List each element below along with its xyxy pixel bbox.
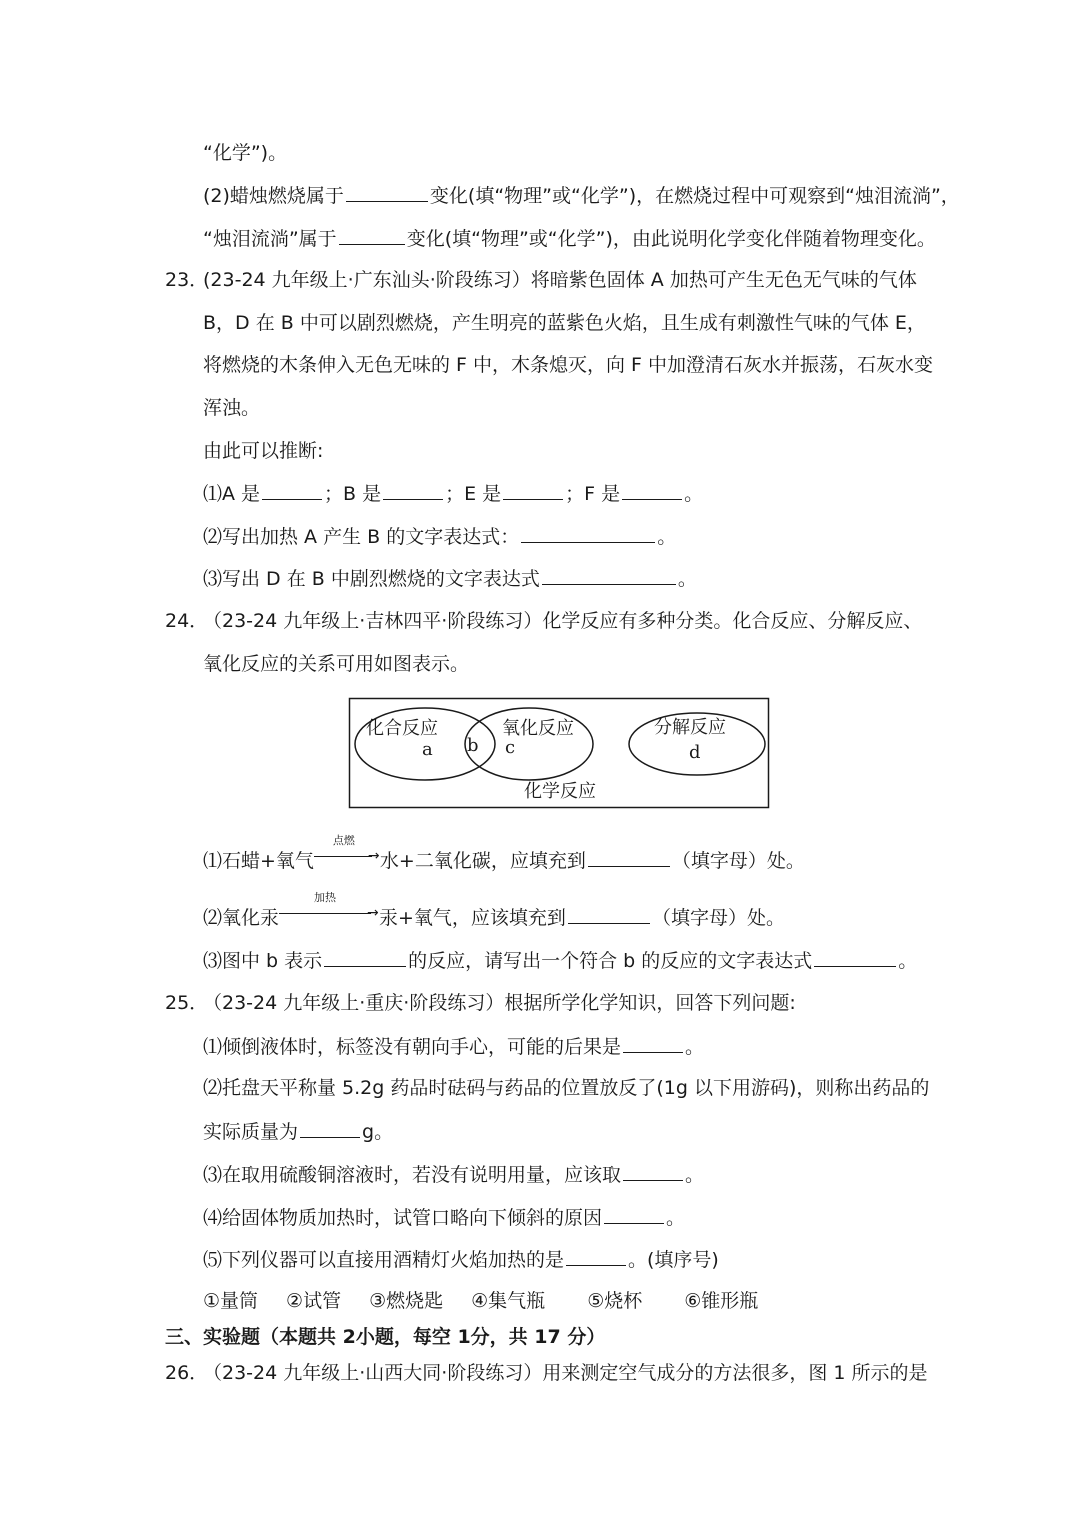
label-combination: 化合反应: [366, 718, 438, 739]
text: “化学”)。: [203, 142, 288, 164]
question-23-sub2: [203, 524, 676, 549]
question-23-line: [203, 311, 926, 335]
text: ⑷给固体物质加热时，试管口略向下倾斜的原因: [203, 1207, 603, 1229]
reaction-venn-diagram: [348, 697, 772, 811]
question-23-line: [203, 396, 260, 420]
question-25-sub4: [203, 1205, 685, 1230]
text: ⑵托盘天平称量 5.2g 药品时砝码与药品的位置放反了(1g 以下用游码)，则称出药品的: [203, 1077, 930, 1099]
text: ⑵氧化汞: [203, 907, 280, 929]
answer-blank[interactable]: [346, 183, 428, 202]
answer-blank[interactable]: [622, 481, 682, 500]
label-oxidation: 氧化反应: [502, 718, 574, 739]
label-c: c: [505, 737, 516, 758]
section-heading: [165, 1325, 605, 1349]
question-24-sub1: [203, 834, 805, 873]
question-24-stem: [165, 609, 922, 633]
text: 。: [677, 568, 697, 590]
reaction-arrow: 点燃 →: [314, 843, 380, 867]
text: 。: [685, 1164, 705, 1186]
question-25-sub1: [203, 1034, 704, 1059]
option-item: ⑤烧杯: [587, 1290, 643, 1312]
question-25-stem: [165, 991, 796, 1015]
text: （23-24 九年级上·重庆·阶段练习）根据所学化学知识，回答下列问题:: [203, 992, 796, 1014]
text: 三、实验题（本题共 2小题，每空 1分，共 17 分）: [165, 1326, 606, 1348]
label-chemical-reaction: 化学反应: [524, 781, 596, 802]
text: （23-24 九年级上·吉林四平·阶段练习）化学反应有多种分类。化合反应、分解反应、: [203, 610, 923, 632]
answer-blank[interactable]: [623, 1162, 683, 1181]
question-number: 23．: [165, 269, 209, 291]
text: 。: [684, 483, 704, 505]
question-25-options: [203, 1289, 786, 1313]
option-item: ①量筒: [203, 1290, 259, 1312]
question-23-stem: [165, 268, 917, 292]
text: 。: [657, 526, 677, 548]
reaction-condition: 加热: [314, 891, 337, 904]
text: 。: [666, 1207, 686, 1229]
answer-blank[interactable]: [542, 566, 676, 585]
text: ⑴A 是: [203, 483, 261, 505]
text: 的反应，请写出一个符合 b 的反应的文字表达式: [408, 950, 813, 972]
question-number: 24．: [165, 610, 209, 632]
text: ⑴倾倒液体时，标签没有朝向手心，可能的后果是: [203, 1036, 622, 1058]
text: 由此可以推断:: [203, 440, 324, 462]
text: （填字母）处。: [651, 907, 785, 929]
text: ⑴石蜡+氧气: [203, 850, 314, 872]
text: 。(填序号): [628, 1249, 719, 1271]
question-24-sub3: [203, 948, 917, 973]
prev-question-tail: [203, 141, 287, 165]
answer-blank[interactable]: [339, 226, 405, 245]
option-item: ②试管: [286, 1290, 342, 1312]
question-24-sub2: [203, 891, 785, 930]
question-25-sub5: [203, 1247, 719, 1272]
text: (23-24 九年级上·广东汕头·阶段练习）将暗紫色固体 A 加热可产生无色无气味的气体: [203, 269, 917, 291]
text: （填字母）处。: [671, 850, 805, 872]
prev-question-part2: [203, 183, 960, 208]
question-23-line: [203, 353, 933, 377]
text: 变化(填“物理”或“化学”)，在燃烧过程中可观察到“烛泪流淌”，: [429, 185, 960, 207]
text: （23-24 九年级上·山西大同·阶段练习）用来测定空气成分的方法很多，图 1 所示的是: [203, 1362, 928, 1384]
option-item: ④集气瓶: [471, 1290, 546, 1312]
answer-blank[interactable]: [324, 948, 406, 967]
text: 。: [685, 1036, 705, 1058]
answer-blank[interactable]: [566, 1247, 626, 1266]
question-23-sub1: [203, 481, 703, 506]
label-d: d: [689, 742, 701, 763]
text: ⑵写出加热 A 产生 B 的文字表达式：: [203, 526, 520, 548]
option-item: ⑥锥形瓶: [684, 1290, 759, 1312]
question-23-sub3: [203, 566, 697, 591]
answer-blank[interactable]: [588, 848, 670, 867]
question-23-line: [203, 439, 323, 463]
text: ⑶写出 D 在 B 中剧烈燃烧的文字表达式: [203, 568, 540, 590]
text: 浑浊。: [203, 397, 261, 419]
text: ⑶图中 b 表示: [203, 950, 323, 972]
text: 实际质量为: [203, 1121, 299, 1143]
text: ⑸下列仪器可以直接用酒精灯火焰加热的是: [203, 1249, 565, 1271]
text: “烛泪流淌”属于: [203, 228, 337, 250]
label-b: b: [467, 735, 479, 756]
reaction-arrow: 加热 →: [279, 900, 379, 924]
answer-blank[interactable]: [568, 905, 650, 924]
text: ⑶在取用硫酸铜溶液时，若没有说明用量，应该取: [203, 1164, 622, 1186]
question-number: 26．: [165, 1362, 209, 1384]
question-25-sub2-cont: [203, 1119, 393, 1144]
text: 。: [898, 950, 918, 972]
question-24-line: [203, 652, 469, 676]
answer-blank[interactable]: [383, 481, 443, 500]
text: ；B 是: [324, 483, 382, 505]
answer-blank[interactable]: [604, 1205, 664, 1224]
question-number: 25．: [165, 992, 209, 1014]
question-26-stem: [165, 1361, 928, 1385]
text: 变化(填“物理”或“化学”)，由此说明化学变化伴随着物理变化。: [406, 228, 936, 250]
answer-blank[interactable]: [262, 481, 322, 500]
question-25-sub2: [203, 1076, 929, 1100]
option-item: ③燃烧匙: [369, 1290, 444, 1312]
text: ；E 是: [445, 483, 502, 505]
text: ；F 是: [565, 483, 621, 505]
prev-question-part2-cont: [203, 226, 936, 251]
text: (2)蜡烛燃烧属于: [203, 185, 344, 207]
answer-blank[interactable]: [300, 1119, 360, 1138]
text: 水+二氧化碳，应填充到: [379, 850, 586, 872]
answer-blank[interactable]: [814, 948, 896, 967]
question-25-sub3: [203, 1162, 704, 1187]
text: 氧化反应的关系可用如图表示。: [203, 653, 470, 675]
answer-blank[interactable]: [521, 524, 655, 543]
label-a: a: [422, 739, 433, 760]
text: B，D 在 B 中可以剧烈燃烧，产生明亮的蓝紫色火焰，且生成有刺激性气味的气体 E，: [203, 312, 926, 334]
text: g。: [362, 1121, 394, 1143]
text: 将燃烧的木条伸入无色无味的 F 中，木条熄灭，向 F 中加澄清石灰水并振荡，石灰水变: [203, 354, 934, 376]
label-decomposition: 分解反应: [654, 717, 726, 738]
answer-blank[interactable]: [503, 481, 563, 500]
answer-blank[interactable]: [623, 1034, 683, 1053]
text: 汞+氧气，应该填充到: [379, 907, 566, 929]
reaction-condition: 点燃: [332, 834, 355, 847]
